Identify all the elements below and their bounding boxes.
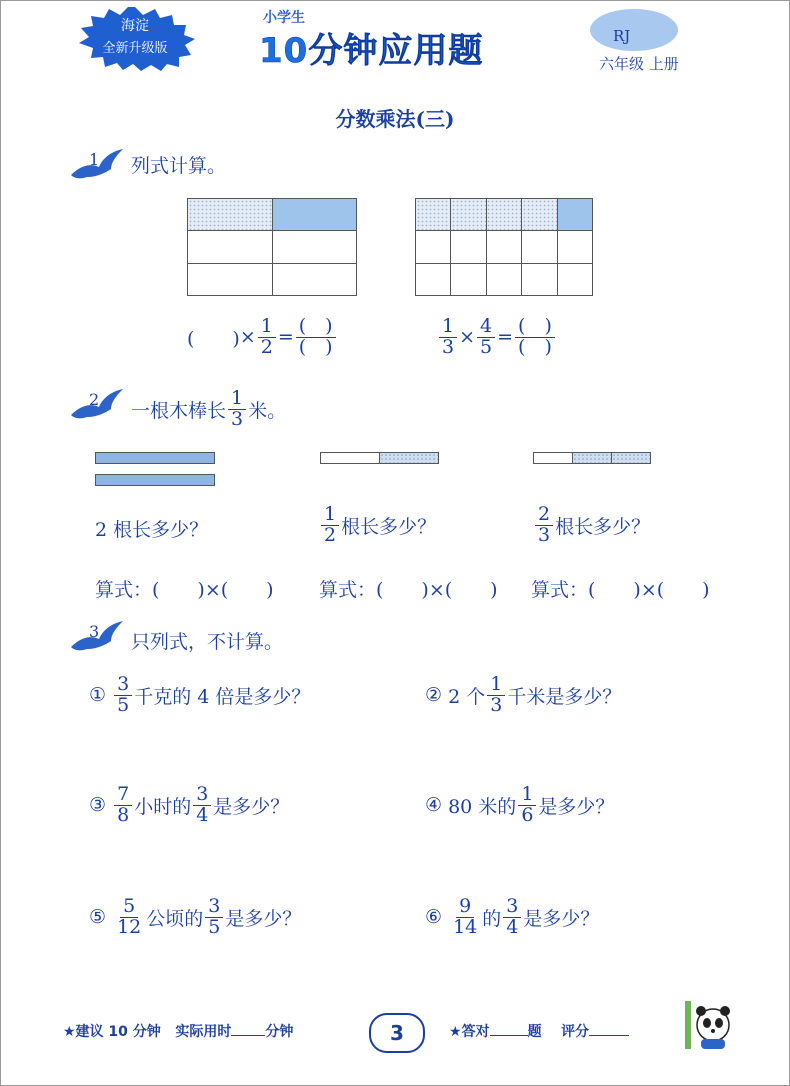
brand-subtitle: 小学生 <box>263 10 305 26</box>
fraction: $\frac{1}{2}$ <box>258 317 276 358</box>
question-2-3: $\frac{2}{3}$ 根长多少？ <box>533 505 650 546</box>
grade-label: 六年级 上册 <box>599 55 679 73</box>
formula-blank-2: 算式：( )×( ) <box>319 579 498 601</box>
stick-bar-third <box>533 452 573 464</box>
page-title: 分数乘法(三) <box>335 107 455 131</box>
edition-badge <box>73 7 197 71</box>
stick-bar-third-shaded <box>572 452 612 464</box>
eagle-icon <box>69 619 125 653</box>
eagle-icon <box>69 147 125 181</box>
stick-bar-third-shaded <box>611 452 651 464</box>
answer-fraction: $\frac{( )}{( )}$ <box>515 317 555 358</box>
section2-number: 2 <box>89 390 100 409</box>
formula-blank-3: 算式：( )×( ) <box>531 579 710 601</box>
question-2-1: 2 根长多少？ <box>95 519 209 541</box>
grid-left <box>187 198 357 296</box>
badge-line2: 全新升级版 <box>102 41 168 56</box>
badge-line1: 海淀 <box>121 18 149 34</box>
equals-sign: = <box>277 326 294 349</box>
problem-1: ① $\frac{3}{5}$ 千克的 4 倍是多少？ <box>89 673 311 716</box>
expression-2 <box>437 317 557 358</box>
problem-5: ⑤ $\frac{5}{12}$ 公顷的 $\frac{3}{5}$ 是多少？ <box>89 895 302 938</box>
eagle-icon <box>69 387 125 421</box>
formula-blank-1: 算式：( )×( ) <box>95 579 274 601</box>
times-sign: × <box>459 326 476 349</box>
blank-factor: ( ) <box>187 327 240 350</box>
footer-suggest: ★建议 10 分钟 实际用时 分钟 <box>63 1024 294 1040</box>
footer-score: ★答对 题 评分 <box>449 1021 629 1041</box>
problem-6: ⑥ $\frac{9}{14}$ 的 $\frac{3}{4}$ 是多少？ <box>425 895 600 938</box>
expression-1 <box>187 317 338 358</box>
stick-bar-half-shaded <box>379 452 439 464</box>
section1-number: 1 <box>89 150 100 169</box>
brand-title: 10分钟应用题 <box>259 31 484 71</box>
edition-bubble-icon <box>589 7 679 53</box>
panda-icon <box>681 999 733 1051</box>
problem-3: ③ $\frac{7}{8}$ 小时的 $\frac{3}{4}$ 是多少？ <box>89 783 290 826</box>
section3-instruction: 只列式，不计算。 <box>131 631 284 653</box>
times-sign: × <box>239 326 256 349</box>
page-number: 3 <box>369 1013 425 1053</box>
fraction: $\frac{4}{5}$ <box>477 317 495 358</box>
edition-code: RJ <box>613 27 631 45</box>
equals-sign: = <box>497 326 514 349</box>
problem-4: ④ 80 米的 $\frac{1}{6}$ 是多少？ <box>425 783 615 826</box>
fraction: $\frac{1}{3}$ <box>439 317 457 358</box>
answer-fraction: $\frac{( )}{( )}$ <box>296 317 336 358</box>
stick-bar-half <box>320 452 380 464</box>
section1-instruction: 列式计算。 <box>131 155 227 177</box>
problem-2: ② 2 个 $\frac{1}{3}$ 千米是多少？ <box>425 673 622 716</box>
question-2-2: $\frac{1}{2}$ 根长多少？ <box>319 505 436 546</box>
stick-bar <box>95 452 215 464</box>
grid-right <box>415 198 593 296</box>
stick-bar <box>95 474 215 486</box>
section3-number: 3 <box>89 622 100 641</box>
section2-instruction: 一根木棒长 $\frac{1}{3}$ 米。 <box>131 387 287 430</box>
